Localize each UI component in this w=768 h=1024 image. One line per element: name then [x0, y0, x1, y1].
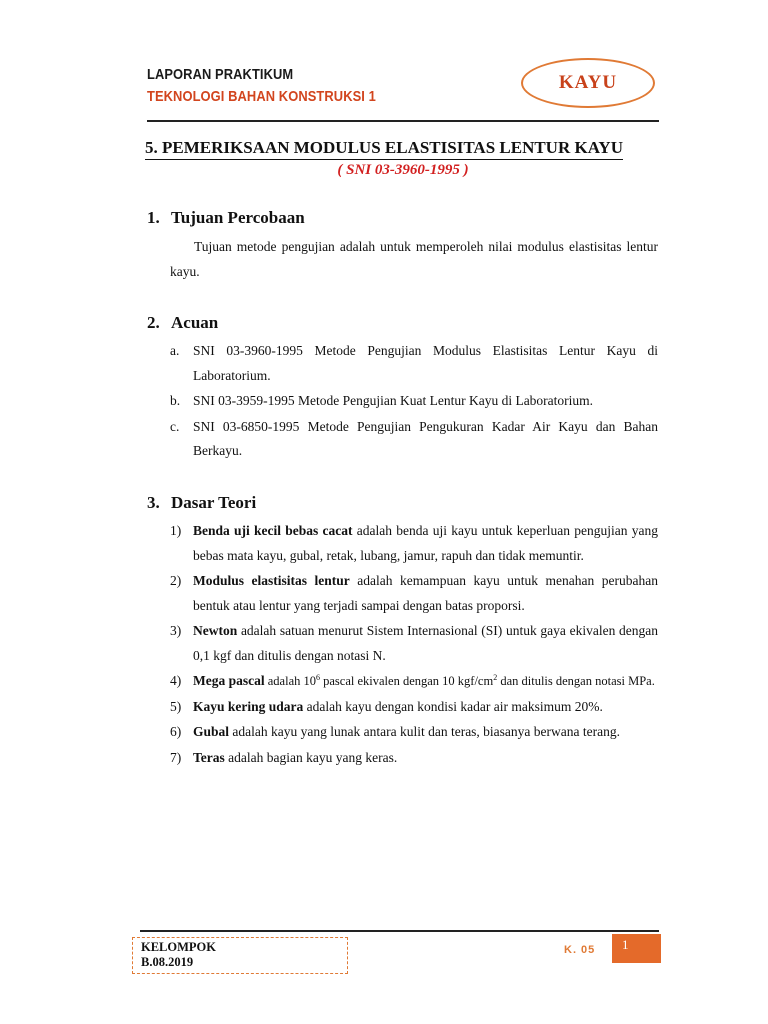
reference-list — [170, 339, 658, 465]
definition-term: Benda uji kecil bebas cacat — [193, 523, 353, 538]
topic-badge — [521, 58, 655, 108]
superscript: 6 — [316, 672, 320, 682]
definition-term: Mega pascal — [193, 673, 265, 688]
page-number-box — [612, 934, 661, 963]
list-text: SNI 03-6850-1995 Metode Pengujian Pengukuran Kadar Air Kayu dan Bahan Berkayu. — [193, 418, 658, 458]
section-title: Acuan — [171, 313, 219, 332]
list-text: SNI 03-3959-1995 Metode Pengujian Kuat Lentur Kayu di Laboratorium. — [193, 393, 594, 408]
page-title — [0, 138, 768, 160]
section-number: 1. — [147, 208, 160, 227]
list-marker: 4) — [170, 673, 182, 688]
list-marker: 5) — [170, 698, 182, 714]
list-item — [170, 746, 658, 771]
list-marker: 1) — [170, 523, 182, 538]
definition-text: adalah kemampuan kayu untuk menahan perubahan bentuk atau lentur yang terjadi sampai dengan batas proporsi. — [193, 573, 658, 613]
list-item — [170, 695, 658, 720]
section-number: 3. — [147, 493, 160, 512]
group-code: B.08.2019 — [141, 955, 194, 969]
list-item — [170, 619, 658, 668]
definition-text: adalah satuan menurut Sistem Internasional (SI) untuk gaya ekivalen dengan 0,1 kgf dan ditulis dengan notasi N. — [193, 623, 658, 663]
list-marker: a. — [170, 343, 180, 358]
section-heading-dasar-teori — [147, 493, 256, 513]
definition-term: Gubal — [193, 724, 230, 739]
list-marker: c. — [170, 418, 180, 434]
definition-term: Teras — [193, 749, 225, 765]
section-title: Tujuan Percobaan — [171, 208, 305, 227]
list-text: SNI 03-3960-1995 Metode Pengujian Modulus Elastisitas Lentur Kayu di Laboratorium. — [193, 343, 658, 383]
group-label: KELOMPOK — [141, 940, 216, 954]
page-subtitle: ( SNI 03-3960-1995 ) — [337, 162, 469, 178]
list-marker: 3) — [170, 623, 182, 638]
footer-divider — [140, 930, 659, 932]
definition-term: Modulus elastisitas lentur — [193, 573, 350, 588]
header-course-title: TEKNOLOGI BAHAN KONSTRUKSI 1 — [147, 88, 376, 105]
list-marker: 2) — [170, 573, 182, 588]
header-report-label: LAPORAN PRAKTIKUM — [147, 66, 294, 83]
definition-text: pascal ekivalen dengan 10 kgf/cm — [320, 674, 494, 688]
definition-text: adalah kayu yang lunak antara kulit dan teras, biasanya berwana terang. — [229, 724, 620, 739]
list-item — [170, 415, 658, 464]
module-code: K. 05 — [564, 944, 596, 956]
list-item — [170, 669, 658, 694]
list-marker: 6) — [170, 724, 182, 739]
list-item — [170, 389, 658, 414]
header-divider — [147, 120, 659, 122]
definition-text: adalah 10 — [264, 674, 316, 688]
list-marker: 7) — [170, 749, 182, 765]
definition-text: adalah benda uji kayu untuk keperluan pengujian yang bebas mata kayu, gubal, retak, lubang, jamur, rapuh dan tidak memuntir. — [193, 523, 658, 563]
list-item — [170, 519, 658, 568]
topic-badge-label: KAYU — [558, 72, 618, 93]
section-number: 2. — [147, 313, 160, 332]
definition-text: dan ditulis dengan notasi MPa. — [497, 674, 655, 688]
list-item — [170, 720, 658, 745]
section-heading-tujuan — [147, 208, 305, 228]
page-title-text: 5. PEMERIKSAAN MODULUS ELASTISITAS LENTUR KAYU — [145, 138, 623, 160]
definition-term: Newton — [193, 623, 238, 638]
group-box — [132, 937, 348, 974]
list-marker: b. — [170, 393, 181, 408]
page-number: 1 — [622, 937, 629, 952]
definition-term: Kayu kering udara — [193, 698, 304, 714]
definition-text: adalah bagian kayu yang keras. — [224, 749, 398, 765]
superscript: 2 — [493, 672, 498, 682]
definition-list — [170, 519, 658, 771]
list-item — [170, 569, 658, 618]
section-body-tujuan: Tujuan metode pengujian adalah untuk memperoleh nilai modulus elastisitas lentur kayu. — [170, 239, 658, 279]
definition-text: adalah kayu dengan kondisi kadar air maksimum 20%. — [303, 698, 603, 714]
section-title: Dasar Teori — [171, 493, 257, 512]
section-heading-acuan — [147, 313, 218, 333]
list-item — [170, 339, 658, 388]
